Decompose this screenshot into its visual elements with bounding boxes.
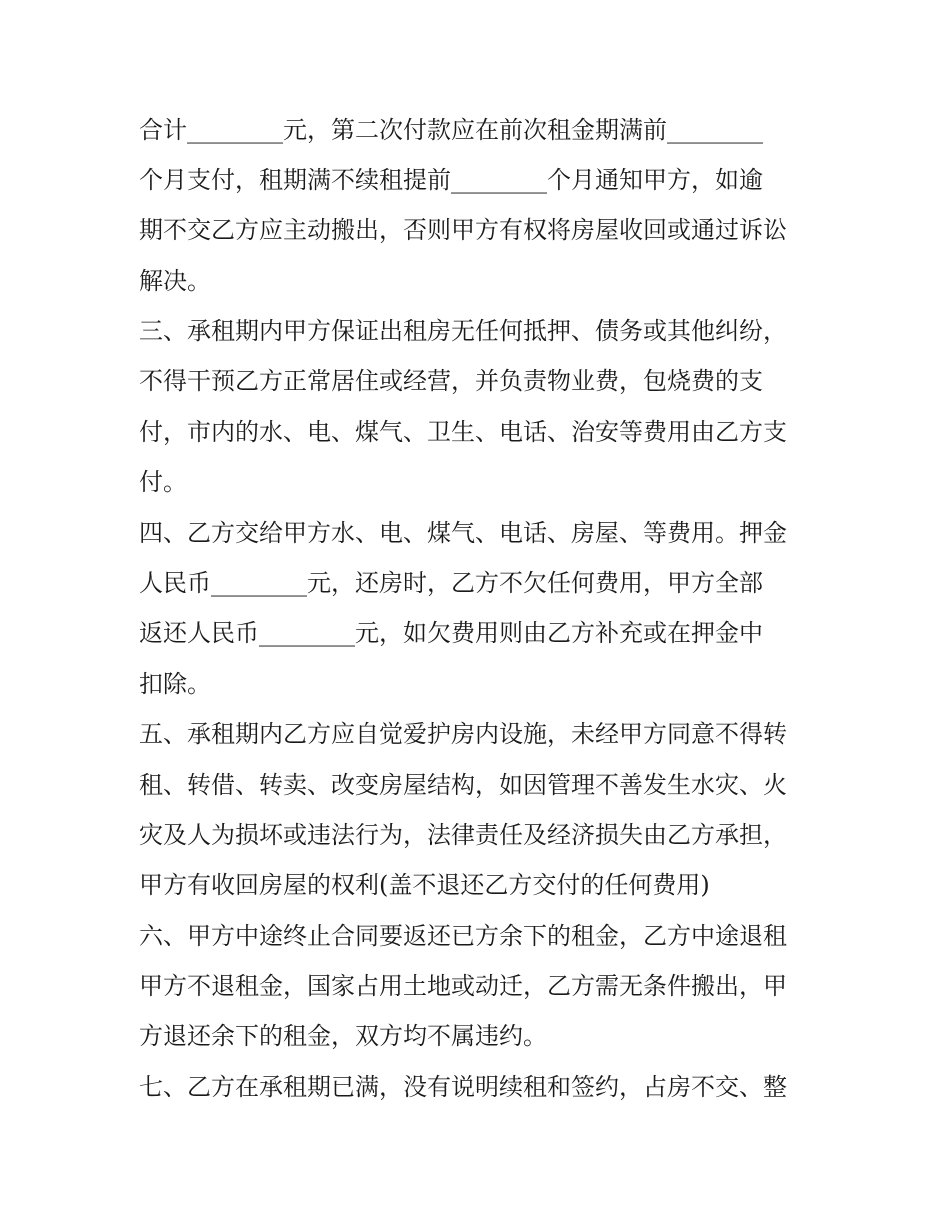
text-line: 甲方不退租金，国家占用土地或动迁，乙方需无条件搬出，甲 [139, 972, 787, 1000]
text-line: 七、乙方在承租期已满，没有说明续租和签约，占房不交、整 [139, 1073, 787, 1101]
text-line: 付。 [139, 468, 187, 496]
text-line: 人民币________元，还房时，乙方不欠任何费用，甲方全部 [139, 569, 763, 597]
text-line: 付，市内的水、电、煤气、卫生、电话、治安等费用由乙方支 [139, 418, 787, 446]
text-line: 解决。 [139, 267, 211, 295]
text-line: 期不交乙方应主动搬出，否则甲方有权将房屋收回或通过诉讼 [139, 216, 787, 244]
text-line: 扣除。 [139, 670, 211, 698]
text-line: 甲方有收回房屋的权利(盖不退还乙方交付的任何费用) [139, 871, 710, 899]
text-line: 方退还余下的租金，双方均不属违约。 [139, 1022, 547, 1050]
text-line: 不得干预乙方正常居住或经营，并负责物业费，包烧费的支 [139, 367, 763, 395]
text-line: 五、承租期内乙方应自觉爱护房内设施，未经甲方同意不得转 [139, 720, 787, 748]
text-line: 合计________元，第二次付款应在前次租金期满前________ [139, 116, 763, 144]
text-line: 六、甲方中途终止合同要返还已方余下的租金，乙方中途退租 [139, 922, 787, 950]
text-line: 三、承租期内甲方保证出租房无任何抵押、债务或其他纠纷， [139, 317, 787, 345]
text-line: 四、乙方交给甲方水、电、煤气、电话、房屋、等费用。押金 [139, 519, 787, 547]
text-line: 灾及人为损坏或违法行为，法律责任及经济损失由乙方承担， [139, 821, 787, 849]
text-line: 返还人民币________元，如欠费用则由乙方补充或在押金中 [139, 619, 763, 647]
text-line: 租、转借、转卖、改变房屋结构，如因管理不善发生水灾、火 [139, 771, 787, 799]
text-line: 个月支付，租期满不续租提前________个月通知甲方，如逾 [139, 166, 763, 194]
